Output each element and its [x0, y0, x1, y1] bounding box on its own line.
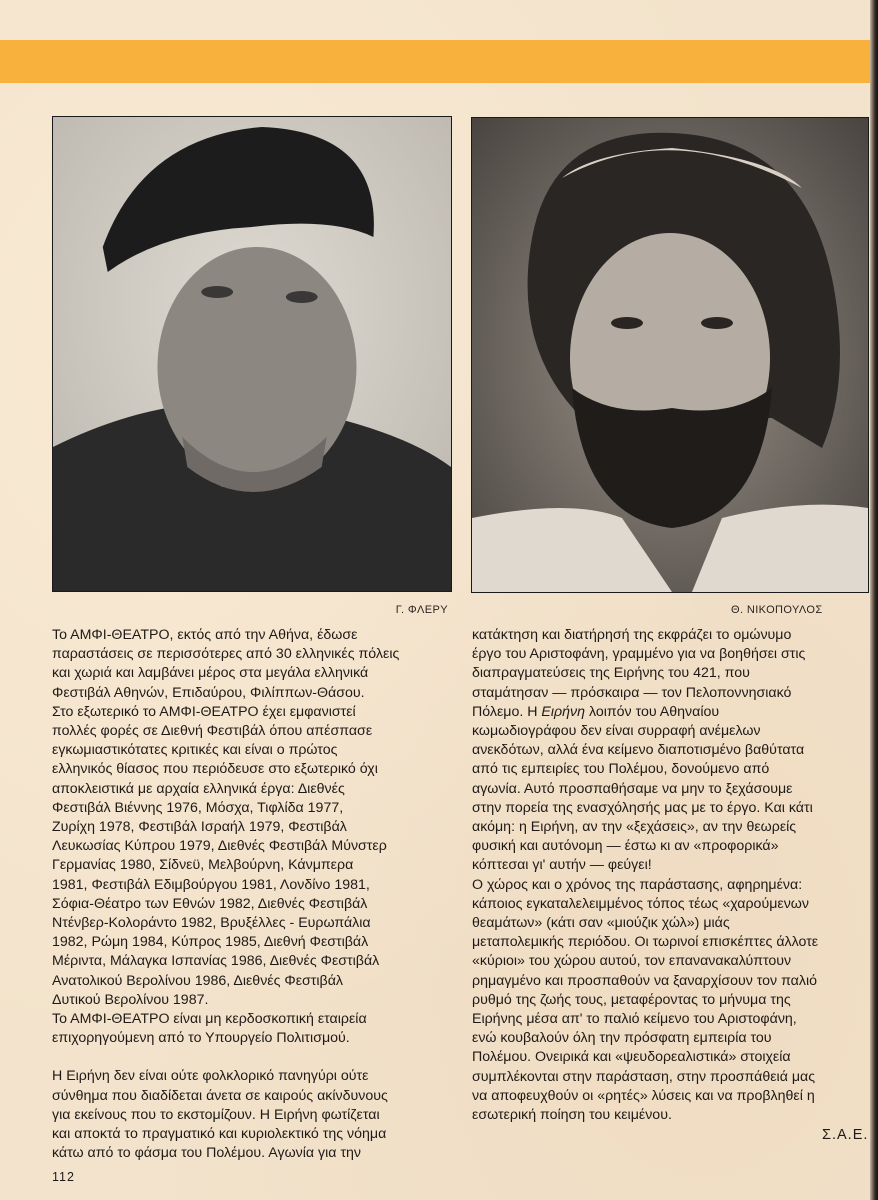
text-line: κωμωδιογράφου δεν είναι συρραφή ανέμελων — [472, 723, 761, 740]
text-line: Στο εξωτερικό το ΑΜΦΙ-ΘΕΑΤΡΟ έχει εμφανιστεί — [52, 703, 356, 720]
article-column-right — [472, 626, 872, 1125]
text-line: Μέριντα, Μάλαγκα Ισπανίας 1986, Διεθνές Φεστιβάλ — [52, 953, 380, 970]
text-line: σταμάτησαν — πρόσκαιρα — τον Πελοποννησιακό — [472, 684, 792, 701]
page-number: 112 — [52, 1170, 75, 1184]
text-line: Το ΑΜΦΙ-ΘΕΑΤΡΟ, εκτός από την Αθήνα, έδωσε — [52, 627, 358, 643]
text-line: Σόφια-Θέατρο των Εθνών 1982, Διεθνές Φεστιβάλ — [52, 895, 368, 912]
text-line: Δυτικού Βερολίνου 1987. — [52, 991, 209, 1008]
text-line: εγκωμιαστικότατες κριτικές και είναι ο πρώτος — [52, 742, 338, 759]
text-line: ρυθμό της ζωής τους, μεταφέροντας το μήνυμα της — [472, 991, 791, 1008]
text-line: θεαμάτων» (κάτι σαν «μιούζικ χώλ») μιάς — [472, 915, 730, 932]
text-line: Πολέμου. Ονειρικά και «ψευδορεαλιστικά» στοιχεία — [472, 1049, 791, 1066]
text-line: κόπτεσαι γι' αυτήν — φεύγει! — [472, 857, 652, 874]
text-line: Η Ειρήνη δεν είναι ούτε φολκλορικό πανηγύρι ούτε — [52, 1068, 369, 1085]
text-line: συμπλέκονται στην παράσταση, στην προσπάθειά μας — [472, 1068, 816, 1085]
text-line: Ανατολικού Βερολίνου 1986, Διεθνές Φεστιβάλ — [52, 972, 344, 989]
photo-portrait-left — [52, 116, 452, 592]
text-line: Το ΑΜΦΙ-ΘΕΑΤΡΟ είναι μη κερδοσκοπική εταιρεία — [52, 1011, 367, 1028]
text-line: διαπραγματεύσεις της Ειρήνης του 421, που — [472, 665, 750, 682]
text-line: Ο χώρος και ο χρόνος της παράστασης, αφηρημένα: — [472, 876, 803, 893]
photo-caption-right: Θ. ΝΙΚΟΠΟΥΛΟΣ — [731, 604, 823, 616]
author-signature: Σ.Α.Ε. — [822, 1127, 869, 1143]
text-line: ακόμη: η Ειρήνη, αν την «ξεχάσεις», αν την θεωρείς — [472, 819, 797, 836]
text-line: σύνθημα που διαδίδεται άνετα σε καιρούς ακίνδυνους — [52, 1087, 388, 1104]
text-line: παραστάσεις σε περισσότερες από 30 ελληνικές πόλεις — [52, 646, 400, 663]
text-line: κάποιος εγκαταλελειμμένος τόπος τέως «χαρούμενων — [472, 895, 809, 912]
text-line: κάτω από το φάσμα του Πολέμου. Αγωνία για την — [52, 1145, 362, 1162]
text-line: Ντένβερ-Κολοράντο 1982, Βρυξέλλες - Ευρωπάλια — [52, 915, 371, 932]
text-line: φυσική και αυτόνομη — έστω κι αν «προφορικά» — [472, 838, 779, 855]
page-binding-edge — [870, 0, 878, 1200]
text-line: εσωτερική ποίηση του κειμένου. — [472, 1107, 672, 1124]
text-line: επιχορηγούμενη από το Υπουργείο Πολιτισμού. — [52, 1030, 350, 1047]
text-line: ελληνικός θίασος που περιόδευσε στο εξωτερικό όχι — [52, 761, 378, 778]
text-line: ανεκδότων, αλλά ένα κείμενο διαποτισμένο βαθύτατα — [472, 742, 805, 759]
text-line: από τις εμπειρίες του Πολέμου, δονούμενο από — [472, 761, 770, 778]
text-line: Πόλεμο. Η Ειρήνη λοιπόν του Αθηναίου — [472, 703, 720, 720]
text-line: Ειρήνης μέσα απ' το παλιό κείμενο του Αριστοφάνη, — [472, 1011, 797, 1028]
text-line: έργο του Αριστοφάνη, γραμμένο για να βοηθήσει στις — [472, 646, 806, 663]
text-line: Γερμανίας 1980, Σίδνεϋ, Μελβούρνη, Κάνμπερα — [52, 857, 354, 874]
italic-title: Ειρήνη — [541, 703, 586, 720]
text-line: «κύριοι» του χώρου αυτού, τον επανανακαλύπτουν — [472, 953, 792, 970]
text-line: 1981, Φεστιβάλ Εδιμβούργου 1981, Λονδίνο 1981, — [52, 876, 370, 893]
text-line: μεταπολεμικής περιόδου. Οι τωρινοί επισκέπτες άλλοτε — [472, 934, 819, 951]
text-line: για εκείνους που το εκστομίζουν. Η Ειρήνη φωτίζεται — [52, 1106, 380, 1123]
text-line: κατάκτηση και διατήρησή της εκφράζει το ομώνυμο — [472, 627, 792, 643]
text-line: αγωνία. Αυτό προσπαθήσαμε να μην το ξεχάσουμε — [472, 780, 793, 797]
text-line: Ζυρίχη 1978, Φεστιβάλ Ισραήλ 1979, Φεστιβάλ — [52, 819, 347, 836]
text-line: να αποφευχθούν οι «ρητές» λύσεις και να προβληθεί η — [472, 1087, 815, 1104]
article-column-left — [52, 626, 452, 1163]
text-line: 1982, Ρώμη 1984, Κύπρος 1985, Διεθνή Φεστιβάλ — [52, 934, 369, 951]
text-line: ρημαγμένο και προσπαθούν να ξαναρχίσουν τον παλιό — [472, 972, 818, 989]
text-line: αποκλειστικά με αρχαία ελληνικά έργα: Διεθνές — [52, 780, 345, 797]
text-line: ενώ κουβαλούν όλη την πρόσφατη εμπειρία του — [472, 1030, 772, 1047]
text-line: στην πορεία της ενασχόλησής μας με το έργο. Και κάτι — [472, 799, 813, 816]
text-line: και χωριά και λαμβάνει μέρος στα μεγάλα ελληνικά — [52, 665, 369, 682]
man-with-beret-illustration — [53, 117, 451, 591]
text-line: Λευκωσίας Κύπρου 1979, Διεθνές Φεστιβάλ Μύνστερ — [52, 838, 387, 855]
orange-header-band — [0, 40, 878, 83]
photo-caption-left: Γ. ΦΛΕΡΥ — [395, 604, 448, 616]
text-line: Φεστιβάλ Βιέννης 1976, Μόσχα, Τιφλίδα 1977, — [52, 799, 344, 816]
photo-portrait-right — [471, 117, 869, 593]
text-line: και αποκτά το πραγματικό και κυριολεκτικό της νόημα — [52, 1126, 387, 1143]
text-line: πολλές φορές σε Διεθνή Φεστιβάλ όπου απέσπασε — [52, 723, 373, 740]
text-line: Φεστιβάλ Αθηνών, Επιδαύρου, Φιλίππων-Θάσου. — [52, 684, 365, 701]
paragraph-gap — [52, 1048, 452, 1067]
bearded-man-illustration — [472, 118, 868, 592]
